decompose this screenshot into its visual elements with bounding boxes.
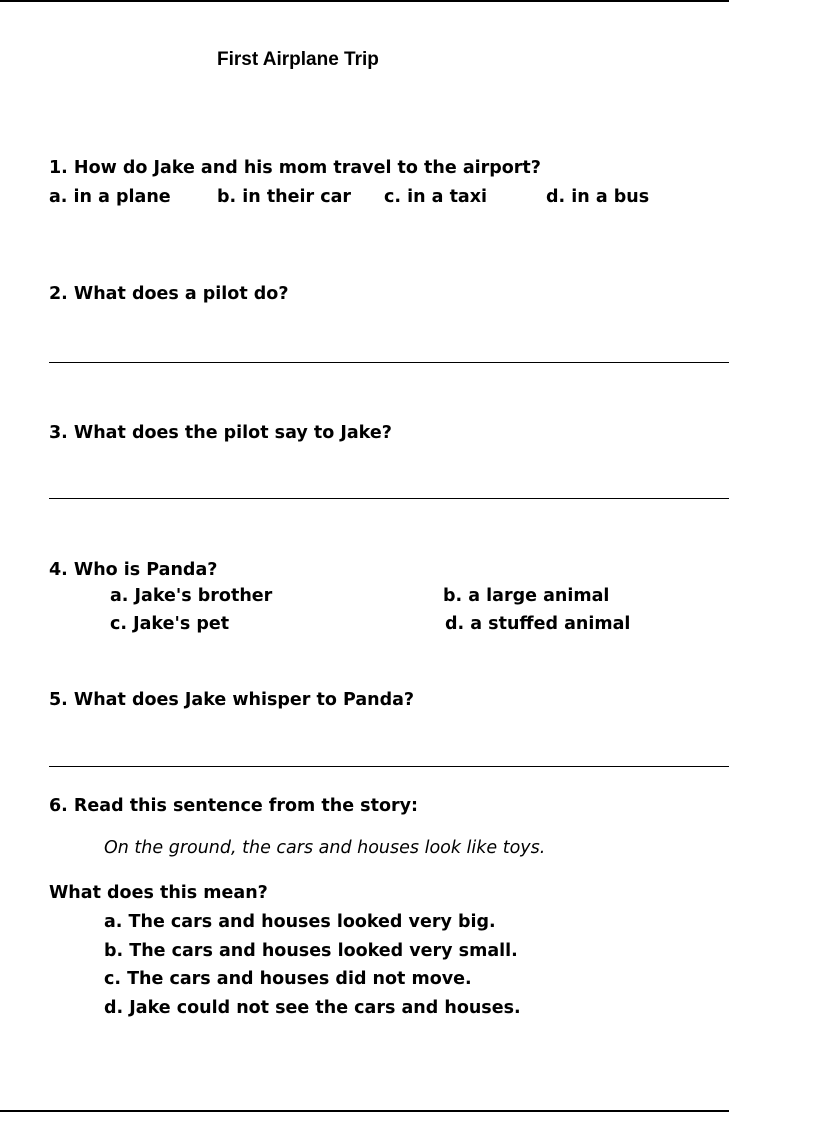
question-6-prompt: What does this mean? [49, 883, 268, 903]
story-quote: On the ground, the cars and houses look like toys. [104, 838, 546, 858]
q3-answer-line[interactable] [49, 498, 729, 499]
q4-option-b[interactable]: b. a large animal [443, 586, 610, 606]
q5-answer-line[interactable] [49, 766, 729, 767]
q4-option-a[interactable]: a. Jake's brother [110, 586, 273, 606]
q6-option-b[interactable]: b. The cars and houses looked very small. [104, 941, 518, 961]
question-3: 3. What does the pilot say to Jake? [49, 423, 392, 443]
top-border [0, 0, 729, 2]
q1-option-c[interactable]: c. in a taxi [384, 187, 488, 207]
q6-option-a[interactable]: a. The cars and houses looked very big. [104, 912, 496, 932]
bottom-border [0, 1110, 729, 1112]
page-title: First Airplane Trip [217, 49, 379, 70]
q6-option-d[interactable]: d. Jake could not see the cars and houses. [104, 998, 521, 1018]
q1-option-d[interactable]: d. in a bus [546, 187, 650, 207]
question-5: 5. What does Jake whisper to Panda? [49, 690, 415, 710]
q4-option-c[interactable]: c. Jake's pet [110, 614, 230, 634]
q1-option-a[interactable]: a. in a plane [49, 187, 171, 207]
question-6: 6. Read this sentence from the story: [49, 796, 419, 816]
q6-option-c[interactable]: c. The cars and houses did not move. [104, 969, 472, 989]
q2-answer-line[interactable] [49, 362, 729, 363]
q1-option-b[interactable]: b. in their car [217, 187, 352, 207]
question-4: 4. Who is Panda? [49, 560, 218, 580]
q4-option-d[interactable]: d. a stuffed animal [445, 614, 631, 634]
question-2: 2. What does a pilot do? [49, 284, 289, 304]
question-1: 1. How do Jake and his mom travel to the airport? [49, 158, 541, 178]
